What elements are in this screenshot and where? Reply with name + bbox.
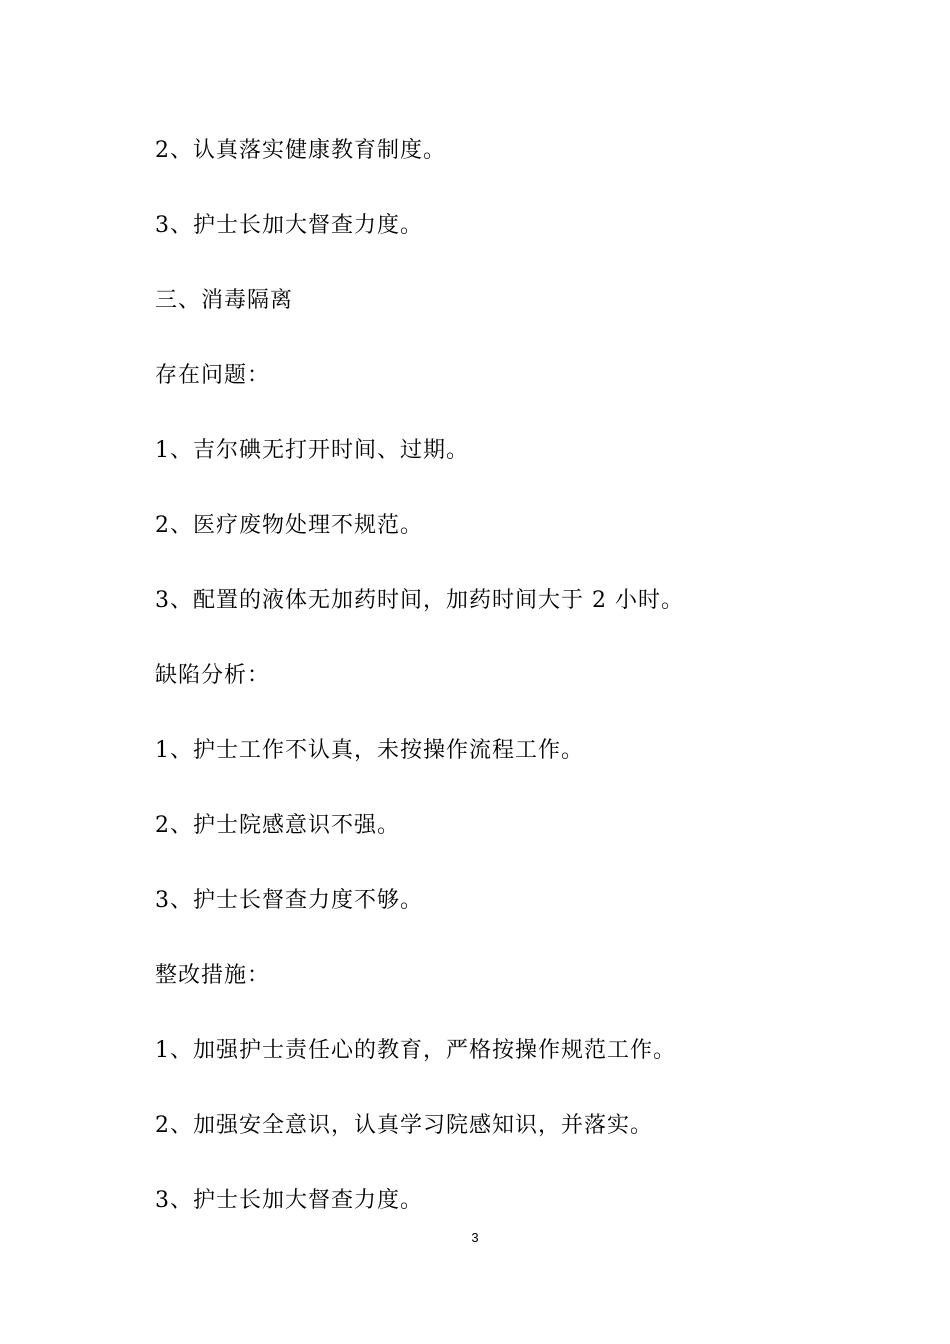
subheading-problems: 存在问题： xyxy=(155,363,271,388)
list-item-infection-awareness: 2、护士院感意识不强。 xyxy=(155,813,400,838)
list-item-iodine: 1、吉尔碘无打开时间、过期。 xyxy=(155,438,469,463)
subheading-analysis: 缺陷分析： xyxy=(155,663,271,688)
list-item-dosing-time: 3、配置的液体无加药时间，加药时间大于 2 小时。 xyxy=(155,588,684,613)
list-item-work-attitude: 1、护士工作不认真，未按操作流程工作。 xyxy=(155,738,584,763)
list-item-health-education: 2、认真落实健康教育制度。 xyxy=(155,138,446,163)
list-item-supervision-insufficient: 3、护士长督查力度不够。 xyxy=(155,888,423,913)
list-item-safety-awareness: 2、加强安全意识，认真学习院感知识，并落实。 xyxy=(155,1113,653,1138)
subheading-measures: 整改措施： xyxy=(155,963,271,988)
page-number: 3 xyxy=(471,1230,479,1245)
list-item-medical-waste: 2、医疗废物处理不规范。 xyxy=(155,513,423,538)
section-heading-disinfection: 三、消毒隔离 xyxy=(155,288,294,313)
list-item-supervision-1: 3、护士长加大督查力度。 xyxy=(155,213,423,238)
list-item-responsibility: 1、加强护士责任心的教育，严格按操作规范工作。 xyxy=(155,1038,676,1063)
list-item-supervision-2: 3、护士长加大督查力度。 xyxy=(155,1188,423,1213)
